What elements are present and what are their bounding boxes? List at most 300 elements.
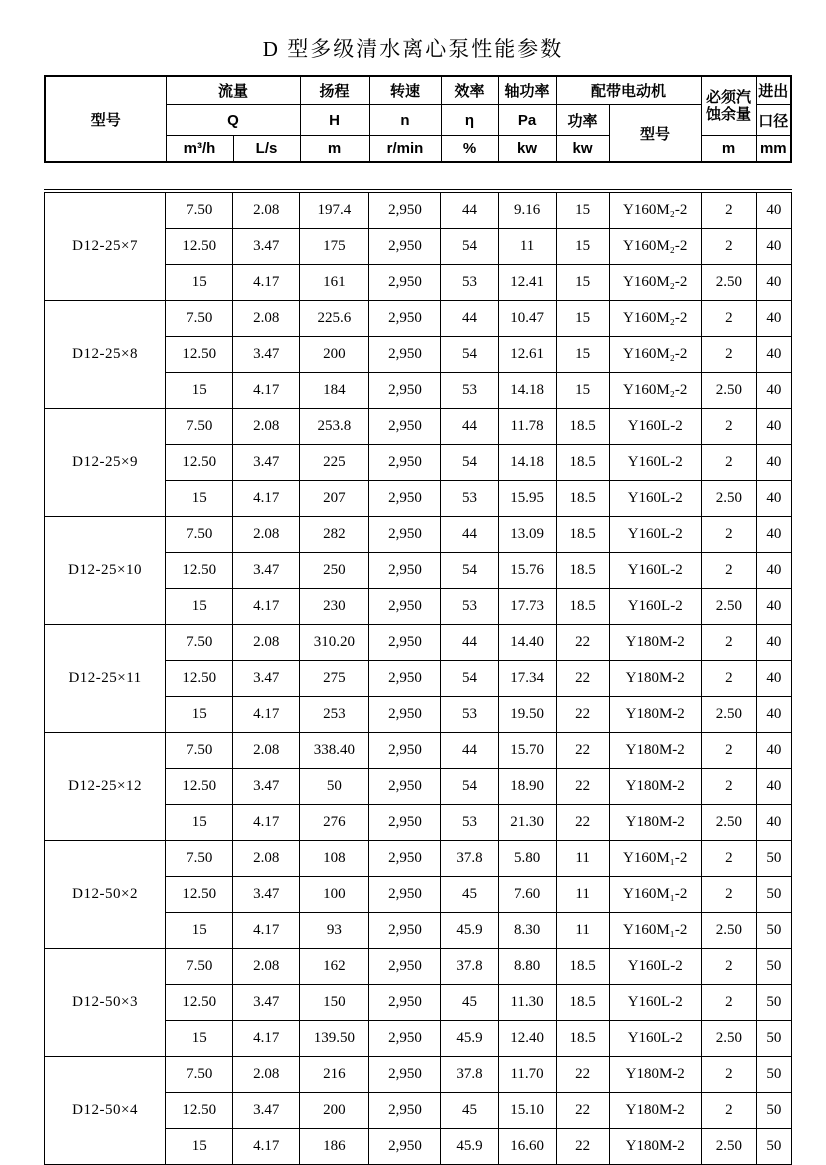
cell-flow-m3h: 7.50	[166, 517, 233, 553]
header-table	[44, 75, 792, 163]
cell-motor-power-kw: 18.5	[556, 985, 609, 1021]
pump-table-body	[45, 193, 792, 1165]
cell-efficiency-pct: 45	[441, 877, 498, 913]
cell-shaft-power-kw: 14.40	[498, 625, 556, 661]
col-header-pump-model: 型号	[45, 76, 166, 162]
cell-efficiency-pct: 54	[441, 337, 498, 373]
cell-efficiency-pct: 44	[441, 301, 498, 337]
cell-motor-model: Y160L-2	[609, 1021, 701, 1057]
cell-flow-m3h: 15	[166, 589, 233, 625]
table-row	[45, 733, 792, 769]
cell-motor-model: Y180M-2	[609, 697, 701, 733]
cell-motor-model: Y160L-2	[609, 517, 701, 553]
table-row	[45, 517, 792, 553]
cell-head-m: 310.20	[300, 625, 369, 661]
cell-npsh-m: 2	[701, 769, 756, 805]
cell-npsh-m: 2	[701, 193, 756, 229]
cell-flow-ls: 2.08	[233, 625, 300, 661]
cell-speed-rpm: 2,950	[369, 1057, 441, 1093]
cell-npsh-m: 2	[701, 985, 756, 1021]
table-row	[45, 1057, 792, 1093]
cell-speed-rpm: 2,950	[369, 949, 441, 985]
cell-motor-power-kw: 22	[556, 1129, 609, 1165]
cell-motor-power-kw: 18.5	[556, 1021, 609, 1057]
cell-shaft-power-kw: 18.90	[498, 769, 556, 805]
cell-speed-rpm: 2,950	[369, 481, 441, 517]
unit-flow-m3h: m³/h	[166, 136, 233, 163]
cell-flow-ls: 4.17	[233, 589, 300, 625]
cell-motor-model: Y160L-2	[609, 481, 701, 517]
unit-flow-ls: L/s	[233, 136, 300, 163]
cell-speed-rpm: 2,950	[369, 625, 441, 661]
cell-flow-m3h: 7.50	[166, 841, 233, 877]
cell-shaft-power-kw: 11	[498, 229, 556, 265]
cell-flow-ls: 2.08	[233, 301, 300, 337]
cell-head-m: 207	[300, 481, 369, 517]
unit-speed-rpm: r/min	[369, 136, 441, 163]
cell-efficiency-pct: 45.9	[441, 1021, 498, 1057]
cell-shaft-power-kw: 14.18	[498, 445, 556, 481]
cell-shaft-power-kw: 15.95	[498, 481, 556, 517]
cell-motor-model: Y160L-2	[609, 589, 701, 625]
cell-motor-model: Y160M₂-2	[609, 301, 701, 337]
cell-shaft-power-kw: 12.61	[498, 337, 556, 373]
cell-npsh-m: 2.50	[701, 1129, 756, 1165]
cell-port-mm: 40	[756, 445, 791, 481]
cell-speed-rpm: 2,950	[369, 661, 441, 697]
cell-flow-m3h: 15	[166, 913, 233, 949]
pump-model-cell: D12-25×7	[45, 193, 166, 301]
cell-shaft-power-kw: 17.73	[498, 589, 556, 625]
cell-flow-ls: 2.08	[233, 949, 300, 985]
cell-flow-m3h: 15	[166, 697, 233, 733]
cell-npsh-m: 2	[701, 733, 756, 769]
cell-efficiency-pct: 53	[441, 805, 498, 841]
table-row	[45, 841, 792, 877]
cell-efficiency-pct: 45.9	[441, 913, 498, 949]
cell-flow-m3h: 12.50	[166, 877, 233, 913]
cell-efficiency-pct: 54	[441, 769, 498, 805]
symbol-head-h: H	[300, 105, 369, 136]
cell-speed-rpm: 2,950	[369, 337, 441, 373]
cell-motor-model: Y180M-2	[609, 733, 701, 769]
cell-npsh-m: 2	[701, 661, 756, 697]
pump-model-cell: D12-50×3	[45, 949, 166, 1057]
cell-flow-m3h: 7.50	[166, 949, 233, 985]
cell-motor-power-kw: 15	[556, 373, 609, 409]
unit-motor-power-kw: kw	[556, 136, 609, 163]
cell-flow-m3h: 7.50	[166, 733, 233, 769]
cell-flow-m3h: 7.50	[166, 625, 233, 661]
cell-efficiency-pct: 53	[441, 589, 498, 625]
cell-port-mm: 40	[756, 697, 791, 733]
cell-port-mm: 40	[756, 481, 791, 517]
cell-flow-ls: 2.08	[233, 1057, 300, 1093]
cell-head-m: 162	[300, 949, 369, 985]
cell-port-mm: 40	[756, 193, 791, 229]
cell-port-mm: 50	[756, 913, 791, 949]
pump-model-cell: D12-25×12	[45, 733, 166, 841]
cell-flow-ls: 4.17	[233, 265, 300, 301]
cell-port-mm: 50	[756, 1129, 791, 1165]
cell-flow-m3h: 15	[166, 805, 233, 841]
cell-flow-ls: 2.08	[233, 841, 300, 877]
cell-speed-rpm: 2,950	[369, 913, 441, 949]
cell-port-mm: 50	[756, 1021, 791, 1057]
cell-flow-ls: 3.47	[233, 553, 300, 589]
cell-head-m: 108	[300, 841, 369, 877]
cell-head-m: 175	[300, 229, 369, 265]
cell-flow-m3h: 15	[166, 481, 233, 517]
cell-efficiency-pct: 45.9	[441, 1129, 498, 1165]
pump-data-table	[44, 192, 792, 1165]
cell-motor-power-kw: 18.5	[556, 445, 609, 481]
cell-speed-rpm: 2,950	[369, 409, 441, 445]
cell-npsh-m: 2	[701, 229, 756, 265]
cell-efficiency-pct: 53	[441, 373, 498, 409]
cell-head-m: 225	[300, 445, 369, 481]
cell-shaft-power-kw: 21.30	[498, 805, 556, 841]
cell-flow-ls: 2.08	[233, 409, 300, 445]
cell-head-m: 225.6	[300, 301, 369, 337]
cell-head-m: 200	[300, 1093, 369, 1129]
cell-flow-ls: 3.47	[233, 337, 300, 373]
cell-port-mm: 40	[756, 661, 791, 697]
cell-shaft-power-kw: 14.18	[498, 373, 556, 409]
cell-speed-rpm: 2,950	[369, 733, 441, 769]
cell-motor-power-kw: 22	[556, 1093, 609, 1129]
cell-efficiency-pct: 44	[441, 517, 498, 553]
cell-motor-model: Y180M-2	[609, 625, 701, 661]
cell-head-m: 161	[300, 265, 369, 301]
cell-flow-m3h: 7.50	[166, 301, 233, 337]
cell-head-m: 282	[300, 517, 369, 553]
cell-port-mm: 40	[756, 769, 791, 805]
cell-port-mm: 40	[756, 517, 791, 553]
cell-motor-model: Y180M-2	[609, 1093, 701, 1129]
unit-shaft-power-kw: kw	[498, 136, 556, 163]
symbol-shaft-power-pa: Pa	[498, 105, 556, 136]
cell-efficiency-pct: 44	[441, 193, 498, 229]
cell-motor-power-kw: 18.5	[556, 949, 609, 985]
cell-port-mm: 40	[756, 733, 791, 769]
cell-npsh-m: 2	[701, 877, 756, 913]
cell-flow-m3h: 15	[166, 1021, 233, 1057]
header-table-wrap	[44, 75, 792, 163]
cell-flow-ls: 4.17	[233, 805, 300, 841]
cell-flow-ls: 3.47	[233, 769, 300, 805]
cell-head-m: 139.50	[300, 1021, 369, 1057]
table-row	[45, 949, 792, 985]
cell-port-mm: 40	[756, 301, 791, 337]
cell-efficiency-pct: 54	[441, 661, 498, 697]
cell-speed-rpm: 2,950	[369, 841, 441, 877]
cell-shaft-power-kw: 10.47	[498, 301, 556, 337]
cell-motor-model: Y160L-2	[609, 553, 701, 589]
col-header-efficiency: 效率	[441, 76, 498, 105]
cell-flow-m3h: 15	[166, 1129, 233, 1165]
col-header-shaft-power: 轴功率	[498, 76, 556, 105]
cell-flow-ls: 4.17	[233, 481, 300, 517]
cell-flow-m3h: 12.50	[166, 985, 233, 1021]
cell-efficiency-pct: 44	[441, 409, 498, 445]
symbol-efficiency-eta: η	[441, 105, 498, 136]
cell-flow-ls: 3.47	[233, 985, 300, 1021]
cell-npsh-m: 2.50	[701, 805, 756, 841]
cell-npsh-m: 2.50	[701, 697, 756, 733]
cell-flow-m3h: 12.50	[166, 337, 233, 373]
cell-npsh-m: 2.50	[701, 481, 756, 517]
cell-shaft-power-kw: 16.60	[498, 1129, 556, 1165]
cell-efficiency-pct: 54	[441, 553, 498, 589]
cell-npsh-m: 2.50	[701, 589, 756, 625]
pump-model-cell: D12-50×4	[45, 1057, 166, 1165]
cell-motor-power-kw: 15	[556, 229, 609, 265]
cell-speed-rpm: 2,950	[369, 985, 441, 1021]
cell-speed-rpm: 2,950	[369, 697, 441, 733]
cell-efficiency-pct: 53	[441, 265, 498, 301]
cell-flow-m3h: 12.50	[166, 661, 233, 697]
cell-flow-ls: 3.47	[233, 1093, 300, 1129]
col-header-motor-model: 型号	[609, 105, 701, 163]
cell-speed-rpm: 2,950	[369, 877, 441, 913]
cell-efficiency-pct: 45	[441, 1093, 498, 1129]
cell-efficiency-pct: 37.8	[441, 1057, 498, 1093]
symbol-flow-q: Q	[166, 105, 300, 136]
col-header-head: 扬程	[300, 76, 369, 105]
table-row	[45, 625, 792, 661]
cell-efficiency-pct: 54	[441, 229, 498, 265]
cell-motor-model: Y160L-2	[609, 985, 701, 1021]
cell-flow-ls: 3.47	[233, 229, 300, 265]
cell-npsh-m: 2	[701, 553, 756, 589]
unit-npsh-m: m	[701, 136, 756, 163]
cell-flow-m3h: 12.50	[166, 553, 233, 589]
cell-npsh-m: 2	[701, 625, 756, 661]
cell-npsh-m: 2	[701, 445, 756, 481]
cell-port-mm: 40	[756, 553, 791, 589]
cell-motor-power-kw: 18.5	[556, 517, 609, 553]
cell-motor-model: Y160M₂-2	[609, 337, 701, 373]
pump-model-cell: D12-25×10	[45, 517, 166, 625]
cell-flow-m3h: 7.50	[166, 409, 233, 445]
cell-flow-m3h: 12.50	[166, 1093, 233, 1129]
cell-npsh-m: 2	[701, 841, 756, 877]
cell-speed-rpm: 2,950	[369, 193, 441, 229]
cell-port-mm: 50	[756, 949, 791, 985]
symbol-speed-n: n	[369, 105, 441, 136]
cell-shaft-power-kw: 17.34	[498, 661, 556, 697]
cell-motor-model: Y180M-2	[609, 661, 701, 697]
cell-npsh-m: 2	[701, 409, 756, 445]
cell-shaft-power-kw: 11.30	[498, 985, 556, 1021]
col-header-flow: 流量	[166, 76, 300, 105]
col-header-motor: 配带电动机	[556, 76, 701, 105]
cell-flow-m3h: 12.50	[166, 445, 233, 481]
cell-flow-ls: 4.17	[233, 1021, 300, 1057]
cell-speed-rpm: 2,950	[369, 265, 441, 301]
cell-npsh-m: 2.50	[701, 1021, 756, 1057]
cell-flow-m3h: 12.50	[166, 769, 233, 805]
cell-flow-ls: 4.17	[233, 697, 300, 733]
cell-speed-rpm: 2,950	[369, 553, 441, 589]
cell-flow-m3h: 12.50	[166, 229, 233, 265]
cell-motor-power-kw: 15	[556, 193, 609, 229]
body-table-wrap	[44, 192, 792, 1165]
pump-model-cell: D12-25×9	[45, 409, 166, 517]
cell-efficiency-pct: 37.8	[441, 949, 498, 985]
cell-speed-rpm: 2,950	[369, 517, 441, 553]
cell-flow-ls: 4.17	[233, 913, 300, 949]
cell-npsh-m: 2	[701, 1093, 756, 1129]
cell-npsh-m: 2	[701, 1057, 756, 1093]
cell-motor-model: Y160M₁-2	[609, 877, 701, 913]
cell-efficiency-pct: 53	[441, 481, 498, 517]
cell-motor-model: Y160M₂-2	[609, 193, 701, 229]
cell-motor-model: Y180M-2	[609, 1129, 701, 1165]
cell-efficiency-pct: 44	[441, 625, 498, 661]
cell-flow-m3h: 7.50	[166, 193, 233, 229]
cell-shaft-power-kw: 9.16	[498, 193, 556, 229]
cell-flow-ls: 4.17	[233, 1129, 300, 1165]
cell-port-mm: 50	[756, 1057, 791, 1093]
cell-speed-rpm: 2,950	[369, 769, 441, 805]
cell-speed-rpm: 2,950	[369, 301, 441, 337]
cell-motor-power-kw: 11	[556, 877, 609, 913]
cell-speed-rpm: 2,950	[369, 445, 441, 481]
cell-head-m: 184	[300, 373, 369, 409]
cell-speed-rpm: 2,950	[369, 1129, 441, 1165]
cell-head-m: 100	[300, 877, 369, 913]
cell-motor-model: Y160M₂-2	[609, 229, 701, 265]
cell-motor-power-kw: 22	[556, 1057, 609, 1093]
cell-head-m: 186	[300, 1129, 369, 1165]
cell-port-mm: 40	[756, 265, 791, 301]
cell-shaft-power-kw: 12.40	[498, 1021, 556, 1057]
cell-port-mm: 40	[756, 229, 791, 265]
cell-flow-ls: 3.47	[233, 445, 300, 481]
cell-motor-power-kw: 15	[556, 265, 609, 301]
cell-shaft-power-kw: 8.30	[498, 913, 556, 949]
cell-shaft-power-kw: 13.09	[498, 517, 556, 553]
cell-npsh-m: 2.50	[701, 265, 756, 301]
cell-motor-power-kw: 22	[556, 733, 609, 769]
cell-head-m: 338.40	[300, 733, 369, 769]
cell-port-mm: 40	[756, 337, 791, 373]
cell-motor-power-kw: 18.5	[556, 589, 609, 625]
cell-flow-ls: 4.17	[233, 373, 300, 409]
cell-head-m: 150	[300, 985, 369, 1021]
cell-efficiency-pct: 45	[441, 985, 498, 1021]
cell-motor-power-kw: 15	[556, 301, 609, 337]
cell-speed-rpm: 2,950	[369, 805, 441, 841]
cell-head-m: 230	[300, 589, 369, 625]
cell-shaft-power-kw: 5.80	[498, 841, 556, 877]
pump-model-cell: D12-25×11	[45, 625, 166, 733]
cell-npsh-m: 2.50	[701, 373, 756, 409]
cell-shaft-power-kw: 15.70	[498, 733, 556, 769]
cell-npsh-m: 2	[701, 337, 756, 373]
cell-shaft-power-kw: 19.50	[498, 697, 556, 733]
cell-motor-model: Y180M-2	[609, 1057, 701, 1093]
cell-efficiency-pct: 44	[441, 733, 498, 769]
cell-port-mm: 40	[756, 409, 791, 445]
cell-motor-power-kw: 18.5	[556, 481, 609, 517]
cell-speed-rpm: 2,950	[369, 589, 441, 625]
cell-shaft-power-kw: 11.78	[498, 409, 556, 445]
cell-port-mm: 50	[756, 877, 791, 913]
npsh-label-line1: 必须汽	[706, 89, 752, 106]
cell-port-mm: 40	[756, 625, 791, 661]
table-row	[45, 409, 792, 445]
col-header-npsh	[701, 76, 756, 136]
cell-head-m: 50	[300, 769, 369, 805]
pump-model-cell: D12-25×8	[45, 301, 166, 409]
col-header-port-line1: 进出	[756, 76, 791, 105]
cell-flow-m3h: 7.50	[166, 1057, 233, 1093]
cell-speed-rpm: 2,950	[369, 1093, 441, 1129]
double-rule	[44, 189, 792, 190]
cell-motor-power-kw: 22	[556, 805, 609, 841]
cell-npsh-m: 2.50	[701, 913, 756, 949]
cell-shaft-power-kw: 11.70	[498, 1057, 556, 1093]
cell-motor-model: Y160L-2	[609, 949, 701, 985]
cell-efficiency-pct: 37.8	[441, 841, 498, 877]
cell-port-mm: 50	[756, 841, 791, 877]
cell-motor-model: Y160M₁-2	[609, 913, 701, 949]
cell-flow-m3h: 15	[166, 265, 233, 301]
cell-motor-model: Y160L-2	[609, 409, 701, 445]
cell-port-mm: 40	[756, 805, 791, 841]
cell-npsh-m: 2	[701, 949, 756, 985]
cell-efficiency-pct: 54	[441, 445, 498, 481]
cell-motor-model: Y160M₂-2	[609, 265, 701, 301]
cell-motor-power-kw: 11	[556, 841, 609, 877]
cell-motor-model: Y160M₁-2	[609, 841, 701, 877]
cell-flow-ls: 3.47	[233, 661, 300, 697]
col-header-motor-power: 功率	[556, 105, 609, 136]
cell-head-m: 253	[300, 697, 369, 733]
cell-motor-power-kw: 22	[556, 769, 609, 805]
cell-motor-power-kw: 22	[556, 697, 609, 733]
cell-npsh-m: 2	[701, 301, 756, 337]
cell-shaft-power-kw: 7.60	[498, 877, 556, 913]
cell-head-m: 216	[300, 1057, 369, 1093]
cell-motor-model: Y160L-2	[609, 445, 701, 481]
cell-motor-power-kw: 22	[556, 661, 609, 697]
cell-flow-ls: 2.08	[233, 517, 300, 553]
table-row	[45, 193, 792, 229]
cell-speed-rpm: 2,950	[369, 229, 441, 265]
cell-motor-model: Y160M₂-2	[609, 373, 701, 409]
pump-model-cell: D12-50×2	[45, 841, 166, 949]
cell-port-mm: 40	[756, 589, 791, 625]
cell-head-m: 250	[300, 553, 369, 589]
cell-port-mm: 40	[756, 373, 791, 409]
unit-head-m: m	[300, 136, 369, 163]
cell-motor-power-kw: 15	[556, 337, 609, 373]
cell-head-m: 197.4	[300, 193, 369, 229]
col-header-speed: 转速	[369, 76, 441, 105]
cell-shaft-power-kw: 12.41	[498, 265, 556, 301]
cell-motor-power-kw: 11	[556, 913, 609, 949]
cell-flow-ls: 3.47	[233, 877, 300, 913]
cell-motor-model: Y180M-2	[609, 769, 701, 805]
cell-head-m: 253.8	[300, 409, 369, 445]
cell-flow-m3h: 15	[166, 373, 233, 409]
page-title: D 型多级清水离心泵性能参数	[262, 37, 564, 61]
cell-motor-power-kw: 18.5	[556, 553, 609, 589]
